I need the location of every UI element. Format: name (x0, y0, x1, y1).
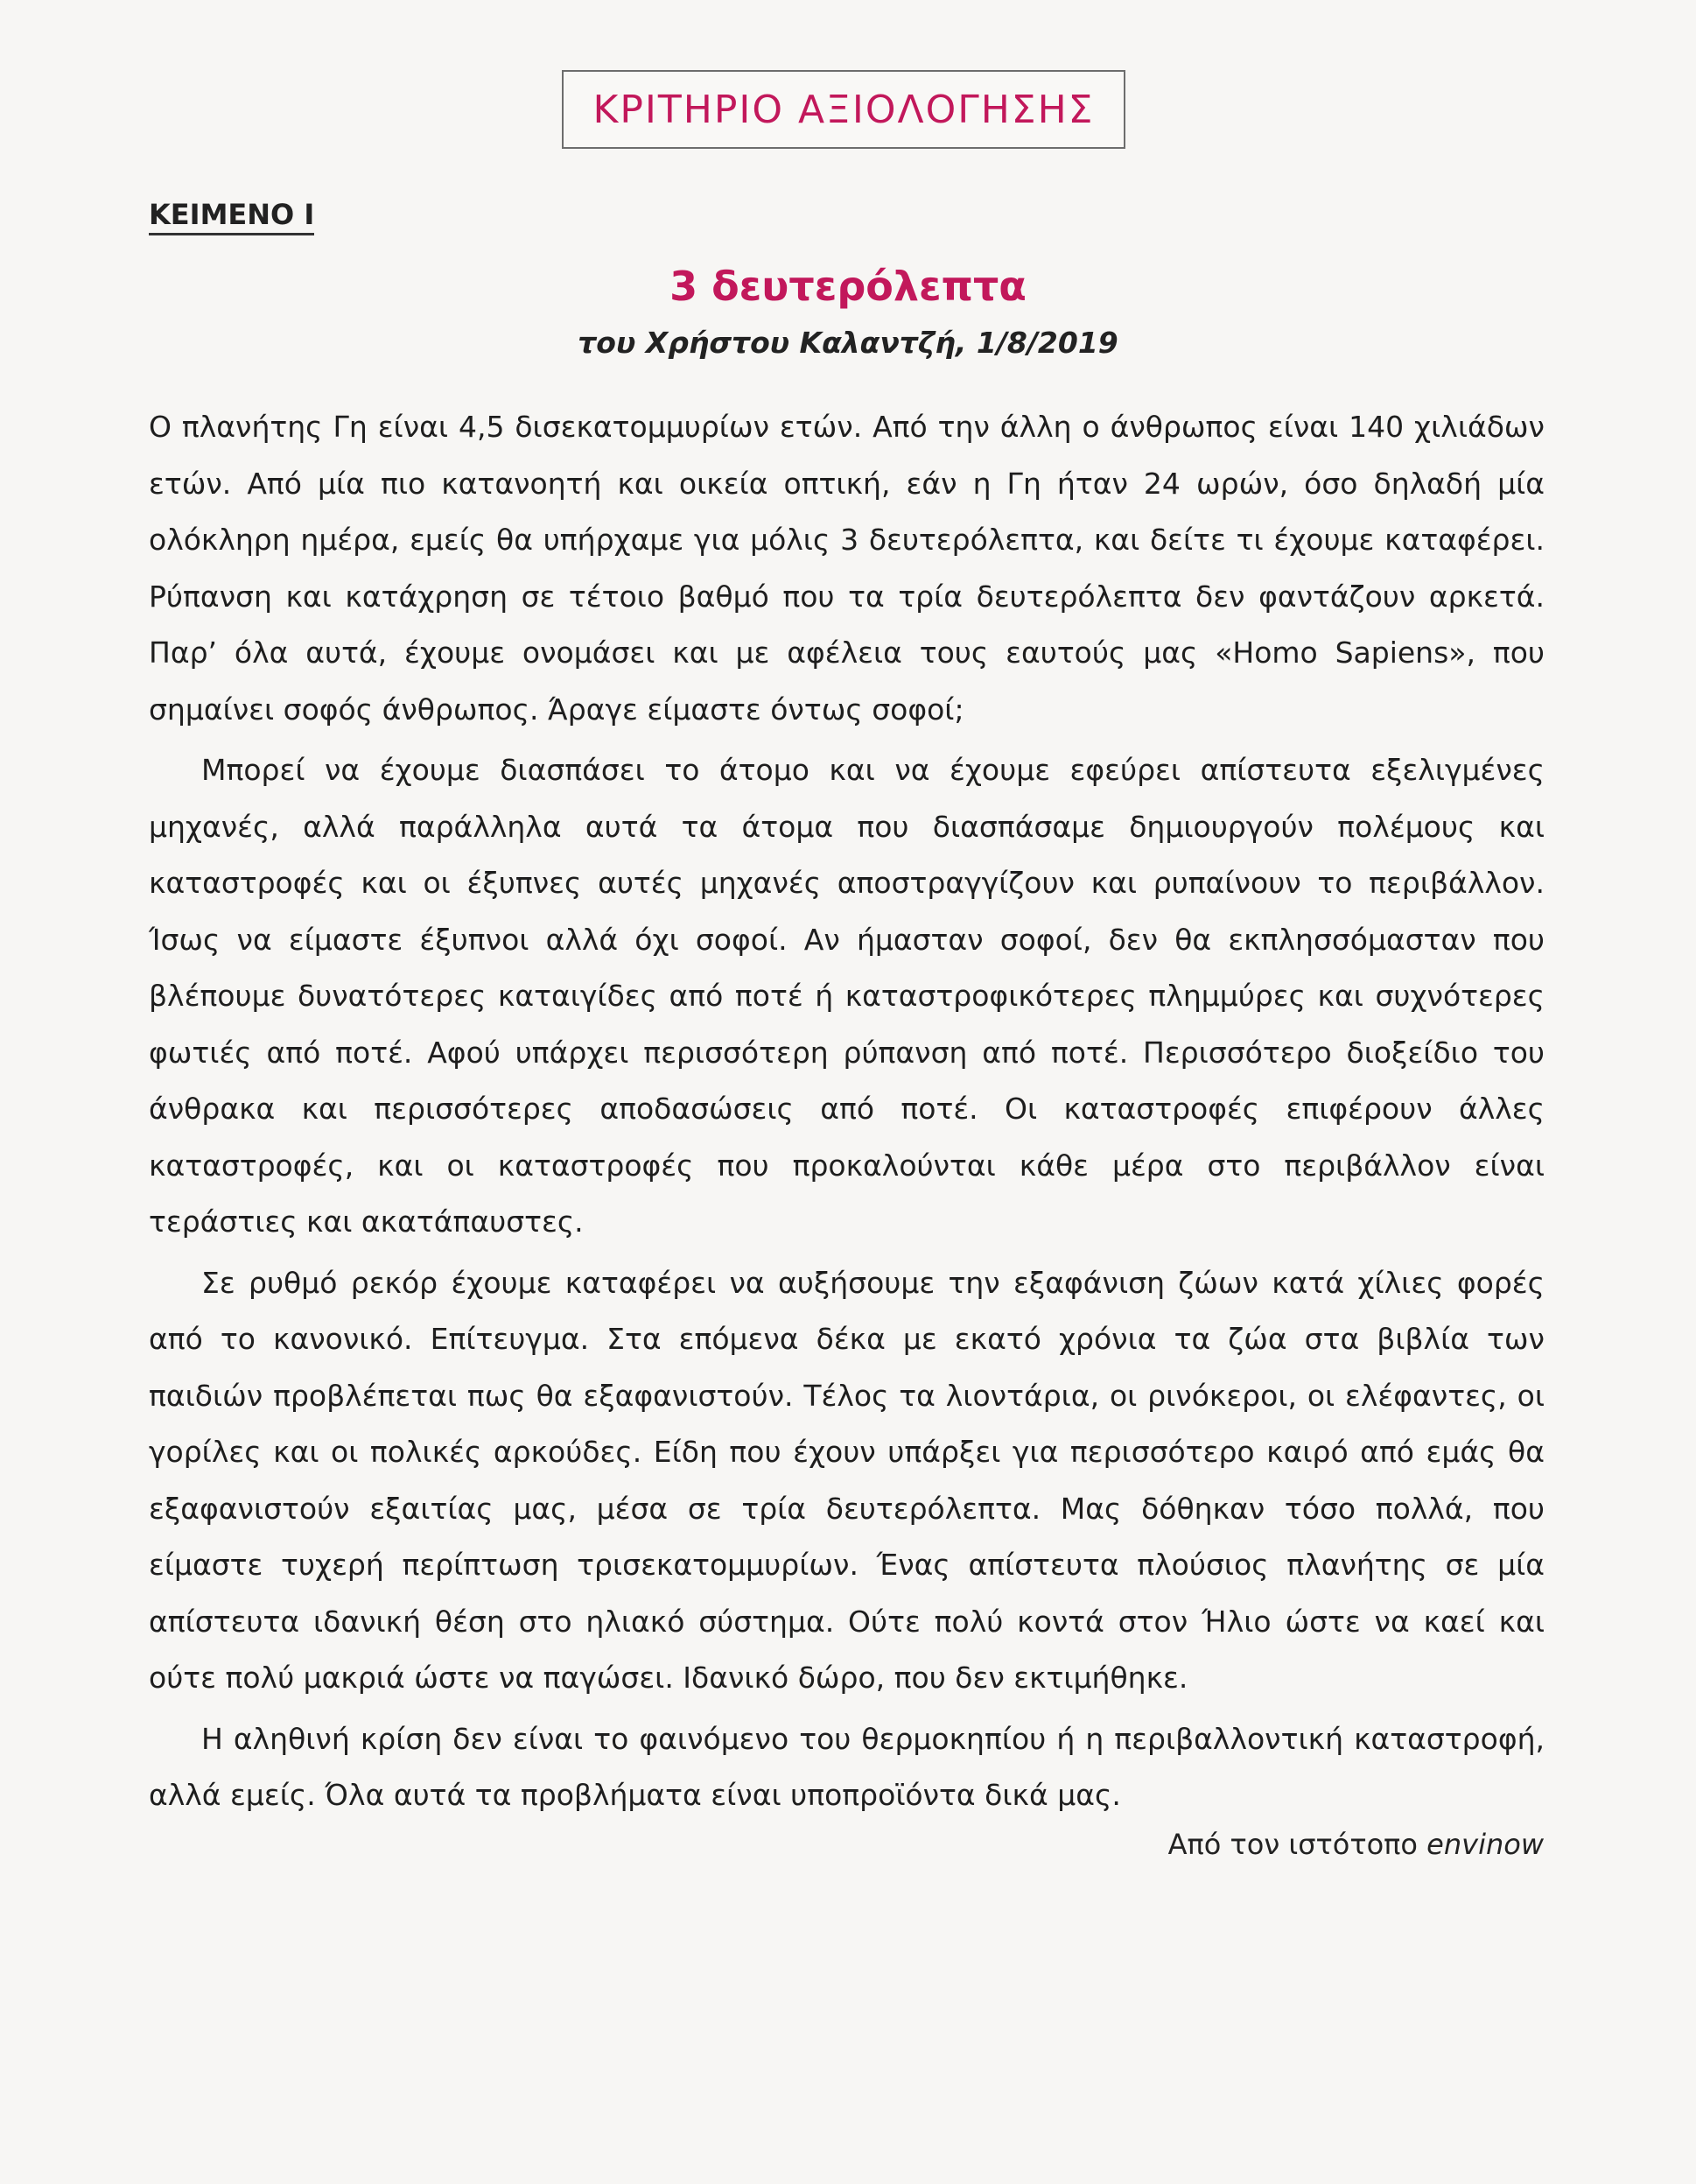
paragraph-2: Μπορεί να έχουμε διασπάσει το άτομο και να έχουμε εφεύρει απίστευτα εξελιγμένες μηχανές, αλλά παράλληλα αυτά τα άτομα που διασπάσαμε δημιουργούν πολέμους και καταστροφές και οι έξυπνες αυτές μηχανές αποστραγγίζουν και ρυπαίνουν το περιβάλλον. Ίσως να είμαστε έξυπνοι αλλά όχι σοφοί. Αν ήμασταν σοφοί, δεν θα εκπλησσόμασταν που βλέπουμε δυνατότερες καταιγίδες από ποτέ ή καταστροφικότερες πλημμύρες και συχνότερες φωτιές από ποτέ. Αφού υπάρχει περισσότερη ρύπανση από ποτέ. Περισσότερο διοξείδιο του άνθρακα και περισσότερες αποδασώσεις από ποτέ. Οι καταστροφές επιφέρουν άλλες καταστροφές, και οι καταστροφές που προκαλούνται κάθε μέρα στο περιβάλλον είναι τεράστιες και ακατάπαυστες. (149, 753, 1545, 1239)
paragraph-3: Σε ρυθμό ρεκόρ έχουμε καταφέρει να αυξήσουμε την εξαφάνιση ζώων κατά χίλιες φορές από το κανονικό. Επίτευγμα. Στα επόμενα δέκα με εκατό χρόνια τα ζώα στα βιβλία των παιδιών προβλέπεται πως θα εξαφανιστούν. Τέλος τα λιοντάρια, οι ρινόκεροι, οι ελέφαντες, οι γορίλες και οι πολικές αρκούδες. Είδη που έχουν υπάρξει για περισσότερο καιρό από εμάς θα εξαφανιστούν εξαιτίας μας, μέσα σε τρία δευτερόλεπτα. Μας δόθηκαν τόσο πολλά, που είμαστε τυχερή περίπτωση τρισεκατομμυρίων. Ένας απίστευτα πλούσιος πλανήτης σε μία απίστευτα ιδανική θέση στο ηλιακό σύστημα. Ούτε πολύ κοντά στον Ήλιο ώστε να καεί και ούτε πολύ μακριά ώστε να παγώσει. Ιδανικό δώρο, που δεν εκτιμήθηκε. (149, 1265, 1545, 1695)
article-body (149, 399, 1545, 1829)
source-site: envinow (1426, 1828, 1544, 1861)
article-title: 3 δευτερόλεπτα (669, 263, 1027, 310)
assessment-header-box (562, 70, 1125, 149)
source-attribution (1168, 1828, 1544, 1861)
article-byline: του Χρήστου Καλαντζή, 1/8/2019 (578, 326, 1118, 360)
paragraph-4: Η αληθινή κρίση δεν είναι το φαινόμενο του θερμοκηπίου ή η περιβαλλοντική καταστροφή, αλλά εμείς. Όλα αυτά τα προβλήματα είναι υποπροϊόντα δικά μας. (149, 1721, 1545, 1812)
source-prefix: Από τον ιστότοπο (1167, 1828, 1418, 1861)
assessment-title: ΚΡΙΤΗΡΙΟ ΑΞΙΟΛΟΓΗΣΗΣ (592, 87, 1095, 132)
section-label: ΚΕΙΜΕΝΟ Ι (149, 198, 314, 235)
paragraph-1: Ο πλανήτης Γη είναι 4,5 δισεκατομμυρίων ετών. Από την άλλη ο άνθρωπος είναι 140 χιλιάδων ετών. Από μία πιο κατανοητή και οικεία οπτική, εάν η Γη ήταν 24 ωρών, όσο δηλαδή μία ολόκληρη ημέρα, εμείς θα υπήρχαμε για μόλις 3 δευτερόλεπτα, και δείτε τι έχουμε καταφέρει. Ρύπανση και κατάχρηση σε τέτοιο βαθμό που τα τρία δευτερόλεπτα δεν φαντάζουν αρκετά. Παρ’ όλα αυτά, έχουμε ονομάσει και με αφέλεια τους εαυτούς μας «Homo Sapiens», που σημαίνει σοφός άνθρωπος. Άραγε είμαστε όντως σοφοί; (149, 410, 1545, 727)
